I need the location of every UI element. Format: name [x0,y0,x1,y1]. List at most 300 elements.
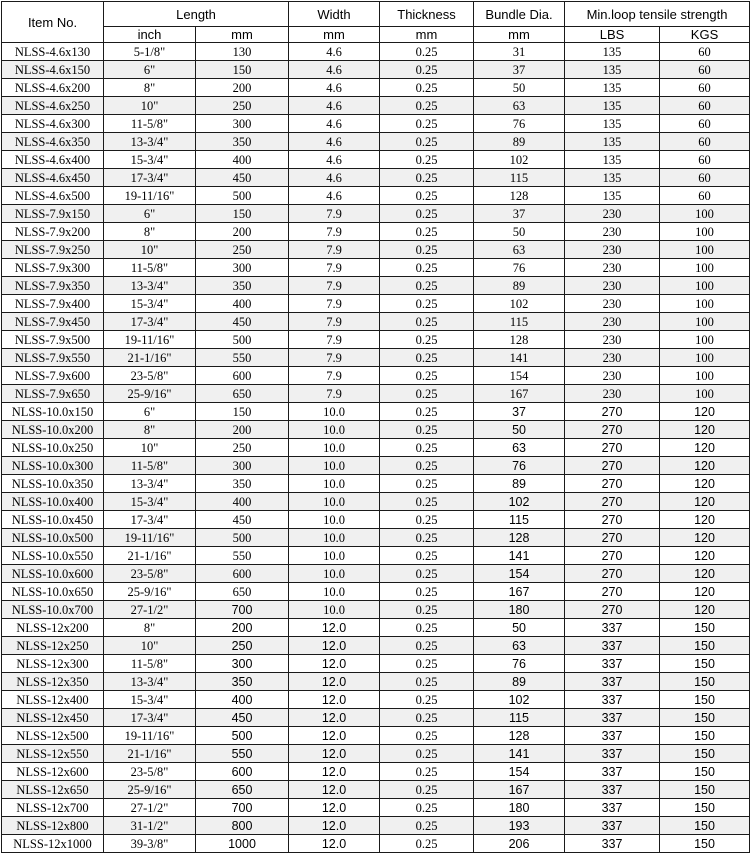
item-no-cell: NLSS-7.9x650 [2,385,104,403]
tensile-kgs-unit: KGS [660,27,750,43]
tensile-kgs-cell: 150 [660,781,750,799]
tensile-kgs-cell: 60 [660,97,750,115]
tensile-kgs-cell: 150 [660,619,750,637]
length-inch-cell: 11-5/8" [104,115,196,133]
tensile-kgs-cell: 120 [660,601,750,619]
item-no-cell: NLSS-4.6x350 [2,133,104,151]
bundle-dia-cell: 89 [474,475,565,493]
length-header: Length [104,2,289,27]
bundle-dia-cell: 128 [474,727,565,745]
tensile-kgs-cell: 150 [660,637,750,655]
table-row [2,421,750,439]
thickness-cell: 0.25 [380,151,474,169]
length-mm-cell: 350 [196,673,289,691]
table-row [2,511,750,529]
thickness-cell: 0.25 [380,439,474,457]
length-mm-cell: 130 [196,43,289,61]
table-row [2,835,750,853]
bundle-dia-cell: 154 [474,565,565,583]
length-mm-cell: 600 [196,763,289,781]
tensile-lbs-cell: 230 [565,349,660,367]
bundle-dia-cell: 115 [474,169,565,187]
width-cell: 7.9 [289,331,380,349]
tensile-lbs-cell: 230 [565,259,660,277]
spec-table [1,1,750,853]
item-no-cell: NLSS-7.9x350 [2,277,104,295]
length-mm-cell: 300 [196,115,289,133]
item-no-cell: NLSS-10.0x150 [2,403,104,421]
item-no-cell: NLSS-10.0x200 [2,421,104,439]
tensile-lbs-cell: 230 [565,205,660,223]
bundle-dia-cell: 50 [474,223,565,241]
thickness-cell: 0.25 [380,115,474,133]
tensile-lbs-cell: 270 [565,529,660,547]
item-no-cell: NLSS-12x300 [2,655,104,673]
length-inch-cell: 11-5/8" [104,259,196,277]
item-no-cell: NLSS-10.0x250 [2,439,104,457]
thickness-cell: 0.25 [380,133,474,151]
table-row [2,601,750,619]
length-mm-cell: 200 [196,223,289,241]
item-no-cell: NLSS-7.9x150 [2,205,104,223]
bundle-dia-cell: 115 [474,709,565,727]
item-no-cell: NLSS-7.9x450 [2,313,104,331]
width-cell: 10.0 [289,493,380,511]
thickness-mm-unit: mm [380,27,474,43]
item-no-cell: NLSS-10.0x600 [2,565,104,583]
header-row-units [2,27,750,43]
bundle-dia-cell: 180 [474,799,565,817]
bundle-dia-cell: 63 [474,97,565,115]
tensile-kgs-cell: 60 [660,169,750,187]
table-row [2,223,750,241]
length-inch-cell: 31-1/2" [104,817,196,835]
item-no-cell: NLSS-10.0x400 [2,493,104,511]
width-cell: 10.0 [289,547,380,565]
bundle-dia-cell: 76 [474,655,565,673]
thickness-cell: 0.25 [380,655,474,673]
table-row [2,349,750,367]
tensile-lbs-cell: 337 [565,709,660,727]
tensile-kgs-cell: 120 [660,529,750,547]
tensile-lbs-cell: 230 [565,277,660,295]
tensile-kgs-cell: 150 [660,763,750,781]
tensile-kgs-cell: 120 [660,457,750,475]
length-inch-cell: 17-3/4" [104,313,196,331]
length-inch-cell: 11-5/8" [104,655,196,673]
length-inch-cell: 15-3/4" [104,295,196,313]
table-row [2,493,750,511]
table-row [2,619,750,637]
thickness-cell: 0.25 [380,727,474,745]
length-mm-cell: 700 [196,601,289,619]
length-mm-cell: 300 [196,259,289,277]
length-mm-cell: 300 [196,655,289,673]
tensile-kgs-cell: 120 [660,421,750,439]
tensile-kgs-cell: 60 [660,187,750,205]
bundle-dia-cell: 31 [474,43,565,61]
item-no-cell: NLSS-12x700 [2,799,104,817]
table-row [2,583,750,601]
length-inch-cell: 15-3/4" [104,151,196,169]
thickness-cell: 0.25 [380,511,474,529]
table-row [2,259,750,277]
thickness-cell: 0.25 [380,619,474,637]
item-no-header: Item No. [2,2,104,43]
length-inch-cell: 19-11/16" [104,727,196,745]
table-row [2,205,750,223]
bundle-dia-cell: 63 [474,637,565,655]
table-row [2,169,750,187]
width-cell: 10.0 [289,457,380,475]
bundle-dia-cell: 141 [474,349,565,367]
length-inch-cell: 11-5/8" [104,457,196,475]
length-mm-cell: 150 [196,61,289,79]
tensile-lbs-cell: 337 [565,637,660,655]
bundle-dia-cell: 141 [474,547,565,565]
tensile-lbs-cell: 270 [565,475,660,493]
width-cell: 12.0 [289,709,380,727]
item-no-cell: NLSS-12x1000 [2,835,104,853]
item-no-cell: NLSS-7.9x250 [2,241,104,259]
bundle-dia-cell: 89 [474,673,565,691]
bundle-dia-cell: 102 [474,493,565,511]
width-cell: 7.9 [289,313,380,331]
length-mm-cell: 1000 [196,835,289,853]
tensile-kgs-cell: 60 [660,43,750,61]
thickness-cell: 0.25 [380,349,474,367]
table-row [2,475,750,493]
table-header [2,2,750,43]
item-no-cell: NLSS-7.9x500 [2,331,104,349]
bundle-dia-cell: 128 [474,187,565,205]
thickness-cell: 0.25 [380,475,474,493]
width-cell: 7.9 [289,349,380,367]
length-inch-cell: 21-1/16" [104,745,196,763]
length-mm-cell: 500 [196,727,289,745]
tensile-kgs-cell: 150 [660,691,750,709]
thickness-cell: 0.25 [380,709,474,727]
item-no-cell: NLSS-12x250 [2,637,104,655]
thickness-cell: 0.25 [380,97,474,115]
tensile-lbs-cell: 270 [565,421,660,439]
tensile-lbs-cell: 337 [565,745,660,763]
bundle-dia-cell: 50 [474,79,565,97]
length-mm-cell: 150 [196,205,289,223]
tensile-lbs-cell: 337 [565,691,660,709]
tensile-lbs-cell: 270 [565,403,660,421]
length-inch-unit: inch [104,27,196,43]
length-inch-cell: 21-1/16" [104,349,196,367]
item-no-cell: NLSS-4.6x150 [2,61,104,79]
thickness-cell: 0.25 [380,61,474,79]
item-no-cell: NLSS-12x800 [2,817,104,835]
length-inch-cell: 23-5/8" [104,367,196,385]
width-cell: 4.6 [289,61,380,79]
table-row [2,565,750,583]
length-inch-cell: 8" [104,421,196,439]
width-cell: 4.6 [289,151,380,169]
length-inch-cell: 19-11/16" [104,529,196,547]
tensile-kgs-cell: 120 [660,475,750,493]
tensile-strength-header: Min.loop tensile strength [565,2,750,27]
table-row [2,115,750,133]
bundle-dia-cell: 115 [474,511,565,529]
thickness-cell: 0.25 [380,187,474,205]
tensile-lbs-cell: 135 [565,133,660,151]
length-mm-cell: 600 [196,565,289,583]
length-inch-cell: 8" [104,619,196,637]
tensile-kgs-cell: 150 [660,709,750,727]
tensile-kgs-cell: 150 [660,745,750,763]
width-cell: 12.0 [289,763,380,781]
length-inch-cell: 8" [104,223,196,241]
width-cell: 10.0 [289,439,380,457]
length-mm-cell: 650 [196,583,289,601]
length-mm-cell: 350 [196,475,289,493]
item-no-cell: NLSS-4.6x450 [2,169,104,187]
length-inch-cell: 21-1/16" [104,547,196,565]
thickness-cell: 0.25 [380,637,474,655]
thickness-cell: 0.25 [380,259,474,277]
table-row [2,241,750,259]
tensile-lbs-cell: 337 [565,781,660,799]
width-cell: 4.6 [289,115,380,133]
width-cell: 4.6 [289,79,380,97]
table-row [2,727,750,745]
width-cell: 7.9 [289,241,380,259]
length-inch-cell: 13-3/4" [104,673,196,691]
tensile-kgs-cell: 60 [660,61,750,79]
width-cell: 10.0 [289,511,380,529]
item-no-cell: NLSS-10.0x300 [2,457,104,475]
table-row [2,691,750,709]
length-mm-cell: 200 [196,619,289,637]
thickness-cell: 0.25 [380,403,474,421]
table-row [2,79,750,97]
bundle-dia-cell: 154 [474,367,565,385]
item-no-cell: NLSS-4.6x500 [2,187,104,205]
width-mm-unit: mm [289,27,380,43]
length-inch-cell: 27-1/2" [104,799,196,817]
item-no-cell: NLSS-10.0x350 [2,475,104,493]
tensile-lbs-cell: 270 [565,547,660,565]
thickness-cell: 0.25 [380,457,474,475]
item-no-cell: NLSS-10.0x650 [2,583,104,601]
length-mm-cell: 350 [196,133,289,151]
bundle-dia-cell: 167 [474,583,565,601]
width-cell: 12.0 [289,781,380,799]
width-cell: 12.0 [289,691,380,709]
tensile-lbs-cell: 230 [565,223,660,241]
length-inch-cell: 8" [104,79,196,97]
table-row [2,385,750,403]
width-cell: 12.0 [289,637,380,655]
length-mm-cell: 250 [196,97,289,115]
length-inch-cell: 25-9/16" [104,781,196,799]
length-mm-unit: mm [196,27,289,43]
bundle-dia-cell: 76 [474,115,565,133]
item-no-cell: NLSS-4.6x400 [2,151,104,169]
tensile-kgs-cell: 120 [660,511,750,529]
width-header: Width [289,2,380,27]
item-no-cell: NLSS-4.6x130 [2,43,104,61]
bundle-dia-cell: 37 [474,61,565,79]
tensile-kgs-cell: 100 [660,367,750,385]
length-mm-cell: 450 [196,511,289,529]
length-mm-cell: 200 [196,421,289,439]
length-inch-cell: 6" [104,205,196,223]
item-no-cell: NLSS-12x400 [2,691,104,709]
width-cell: 10.0 [289,529,380,547]
thickness-cell: 0.25 [380,799,474,817]
bundle-dia-cell: 89 [474,277,565,295]
bundle-dia-cell: 37 [474,205,565,223]
width-cell: 12.0 [289,727,380,745]
tensile-lbs-cell: 270 [565,583,660,601]
width-cell: 4.6 [289,169,380,187]
bundle-dia-cell: 50 [474,421,565,439]
table-row [2,817,750,835]
width-cell: 10.0 [289,565,380,583]
table-row [2,655,750,673]
item-no-cell: NLSS-7.9x600 [2,367,104,385]
length-inch-cell: 5-1/8" [104,43,196,61]
tensile-lbs-cell: 135 [565,97,660,115]
thickness-cell: 0.25 [380,385,474,403]
thickness-cell: 0.25 [380,745,474,763]
width-cell: 12.0 [289,835,380,853]
tensile-lbs-cell: 270 [565,511,660,529]
table-row [2,547,750,565]
length-mm-cell: 800 [196,817,289,835]
thickness-cell: 0.25 [380,295,474,313]
tensile-kgs-cell: 120 [660,547,750,565]
item-no-cell: NLSS-4.6x200 [2,79,104,97]
item-no-cell: NLSS-12x650 [2,781,104,799]
width-cell: 12.0 [289,799,380,817]
length-mm-cell: 450 [196,169,289,187]
tensile-kgs-cell: 120 [660,583,750,601]
width-cell: 7.9 [289,223,380,241]
table-row [2,457,750,475]
item-no-cell: NLSS-7.9x200 [2,223,104,241]
table-row [2,367,750,385]
width-cell: 12.0 [289,673,380,691]
length-mm-cell: 650 [196,781,289,799]
tensile-lbs-cell: 337 [565,619,660,637]
length-mm-cell: 450 [196,313,289,331]
item-no-cell: NLSS-10.0x700 [2,601,104,619]
length-inch-cell: 19-11/16" [104,187,196,205]
length-mm-cell: 300 [196,457,289,475]
table-row [2,187,750,205]
bundle-dia-cell: 115 [474,313,565,331]
tensile-lbs-unit: LBS [565,27,660,43]
tensile-lbs-cell: 337 [565,763,660,781]
bundle-dia-cell: 89 [474,133,565,151]
width-cell: 7.9 [289,205,380,223]
bundle-dia-cell: 76 [474,457,565,475]
length-inch-cell: 13-3/4" [104,133,196,151]
bundle-dia-cell: 76 [474,259,565,277]
length-mm-cell: 400 [196,295,289,313]
tensile-kgs-cell: 100 [660,313,750,331]
tensile-lbs-cell: 270 [565,439,660,457]
tensile-lbs-cell: 135 [565,79,660,97]
header-row-top [2,2,750,27]
bundle-dia-cell: 37 [474,403,565,421]
length-inch-cell: 25-9/16" [104,385,196,403]
item-no-cell: NLSS-12x550 [2,745,104,763]
tensile-kgs-cell: 60 [660,133,750,151]
thickness-cell: 0.25 [380,277,474,295]
length-mm-cell: 400 [196,493,289,511]
bundle-mm-unit: mm [474,27,565,43]
length-inch-cell: 13-3/4" [104,475,196,493]
item-no-cell: NLSS-10.0x500 [2,529,104,547]
width-cell: 12.0 [289,817,380,835]
tensile-lbs-cell: 230 [565,367,660,385]
tensile-lbs-cell: 135 [565,115,660,133]
table-row [2,637,750,655]
width-cell: 10.0 [289,601,380,619]
tensile-kgs-cell: 150 [660,835,750,853]
tensile-kgs-cell: 150 [660,655,750,673]
thickness-cell: 0.25 [380,331,474,349]
item-no-cell: NLSS-10.0x450 [2,511,104,529]
tensile-kgs-cell: 100 [660,241,750,259]
tensile-kgs-cell: 100 [660,385,750,403]
bundle-dia-cell: 128 [474,331,565,349]
length-mm-cell: 600 [196,367,289,385]
length-mm-cell: 500 [196,331,289,349]
length-mm-cell: 650 [196,385,289,403]
thickness-cell: 0.25 [380,817,474,835]
tensile-lbs-cell: 337 [565,835,660,853]
bundle-dia-cell: 102 [474,151,565,169]
table-row [2,133,750,151]
bundle-dia-cell: 167 [474,385,565,403]
length-mm-cell: 500 [196,529,289,547]
table-row [2,151,750,169]
table-row [2,673,750,691]
thickness-cell: 0.25 [380,583,474,601]
length-inch-cell: 15-3/4" [104,493,196,511]
thickness-cell: 0.25 [380,691,474,709]
width-cell: 4.6 [289,187,380,205]
table-row [2,295,750,313]
bundle-dia-cell: 128 [474,529,565,547]
thickness-cell: 0.25 [380,421,474,439]
table-row [2,799,750,817]
item-no-cell: NLSS-10.0x550 [2,547,104,565]
bundle-dia-cell: 102 [474,691,565,709]
tensile-lbs-cell: 337 [565,799,660,817]
tensile-lbs-cell: 230 [565,241,660,259]
thickness-cell: 0.25 [380,565,474,583]
length-mm-cell: 550 [196,745,289,763]
tensile-kgs-cell: 150 [660,673,750,691]
length-inch-cell: 10" [104,97,196,115]
width-cell: 4.6 [289,43,380,61]
width-cell: 12.0 [289,655,380,673]
thickness-cell: 0.25 [380,241,474,259]
tensile-lbs-cell: 337 [565,727,660,745]
length-mm-cell: 250 [196,439,289,457]
bundle-dia-cell: 193 [474,817,565,835]
length-mm-cell: 450 [196,709,289,727]
